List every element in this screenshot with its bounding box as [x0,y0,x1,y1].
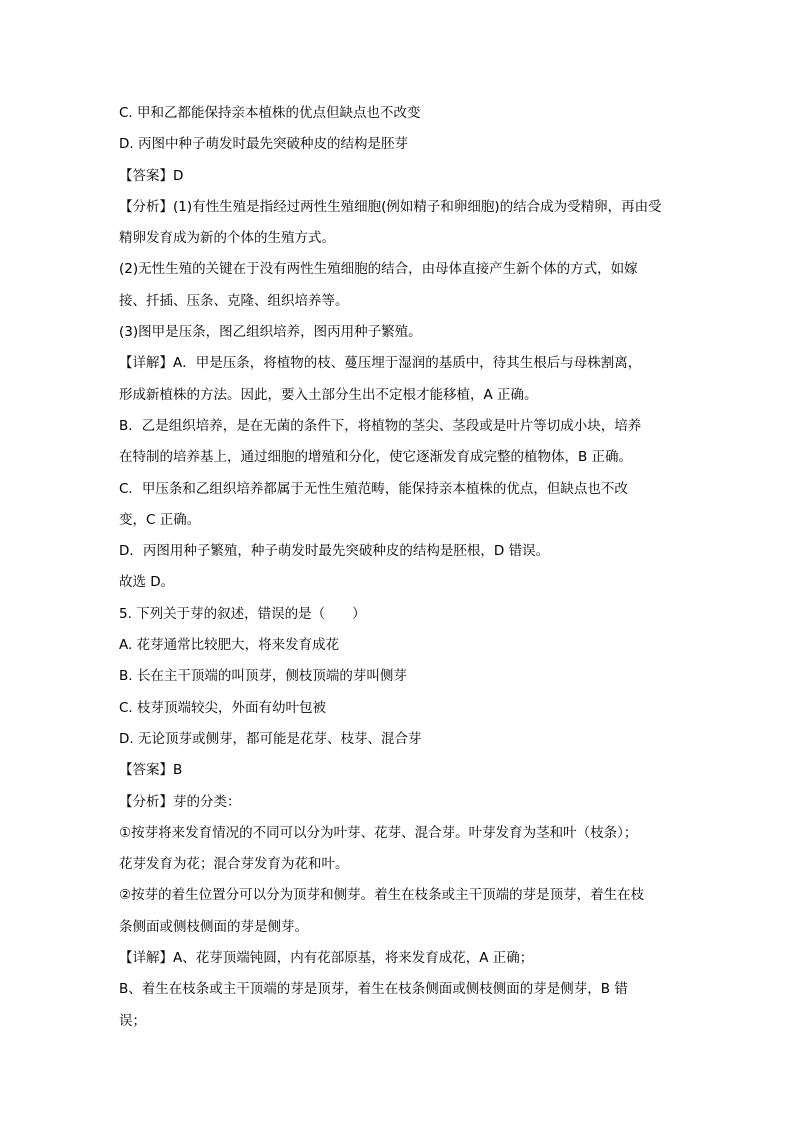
option-c-line: C. 甲和乙都能保持亲本植株的优点但缺点也不改变 [119,105,421,121]
conclusion-line: 故选 D。 [119,574,175,591]
explanation-line: B、着生在枝条或主干顶端的芽是顶芽，着生在枝条侧面或侧枝侧面的芽是侧芽，B 错 [119,981,628,998]
analysis-line: (2)无性生殖的关键在于没有两性生殖细胞的结合，由母体直接产生新个体的方式，如嫁 [119,261,638,278]
document-page [119,98,679,1037]
explanation-line: 形成新植株的方法。因此，要入土部分生出不定根才能移植，A 正确。 [119,386,538,403]
analysis-line: 【分析】(1)有性生殖是指经过两性生殖细胞(例如精子和卵细胞)的结合成为受精卵，再由受 [119,198,662,215]
explanation-line: B．乙是组织培养，是在无菌的条件下，将植物的茎尖、茎段或是叶片等切成小块，培养 [119,417,642,434]
analysis-line: 接、扦插、压条、克隆、组织培养等。 [119,292,349,309]
analysis-line: 条侧面或侧枝侧面的芽是侧芽。 [119,918,308,935]
option-d-line: D. 无论顶芽或侧芽，都可能是花芽、枝芽、混合芽 [119,730,422,747]
analysis-line: 精卵发育成为新的个体的生殖方式。 [119,230,335,247]
explanation-line: C．甲压条和乙组织培养都属于无性生殖范畴，能保持亲本植株的优点，但缺点也不改 [119,480,628,497]
answer-line: 【答案】B [119,762,183,779]
explanation-line: 变，C 正确。 [119,511,201,528]
explanation-line: 误； [119,1012,146,1029]
analysis-line: 【分析】芽的分类： [119,793,241,810]
option-c-line: C. 枝芽顶端较尖，外面有幼叶包被 [119,699,327,716]
explanation-line: 【详解】A．甲是压条，将植物的枝、蔓压埋于湿润的基质中，待其生根后与母株割离， [119,355,642,372]
answer-line: 【答案】D [119,167,184,184]
analysis-line: ②按芽的着生位置分可以分为顶芽和侧芽。着生在枝条或主干顶端的芽是顶芽，着生在枝 [119,887,645,904]
analysis-line: 花芽发育为花；混合芽发育为花和叶。 [119,856,349,873]
explanation-line: 【详解】A、花芽顶端钝圆，内有花部原基，将来发育成花，A 正确； [119,950,534,967]
analysis-line: (3)图甲是压条，图乙组织培养，图丙用种子繁殖。 [119,324,422,341]
option-a-line: A. 花芽通常比较肥大，将来发育成花 [119,637,340,654]
question-line: 5. 下列关于芽的叙述，错误的是（ ） [119,605,366,622]
option-b-line: B. 长在主干顶端的叫顶芽，侧枝顶端的芽叫侧芽 [119,668,407,685]
explanation-line: 在特制的培养基上，通过细胞的增殖和分化，使它逐渐发育成完整的植物体，B 正确。 [119,449,633,466]
option-d-line: D. 丙图中种子萌发时最先突破种皮的结构是胚芽 [119,136,408,153]
explanation-line: D．丙图用种子繁殖，种子萌发时最先突破种皮的结构是胚根，D 错误。 [119,543,550,560]
analysis-line: ①按芽将来发育情况的不同可以分为叶芽、花芽、混合芽。叶芽发育为茎和叶（枝条）； [119,824,638,841]
